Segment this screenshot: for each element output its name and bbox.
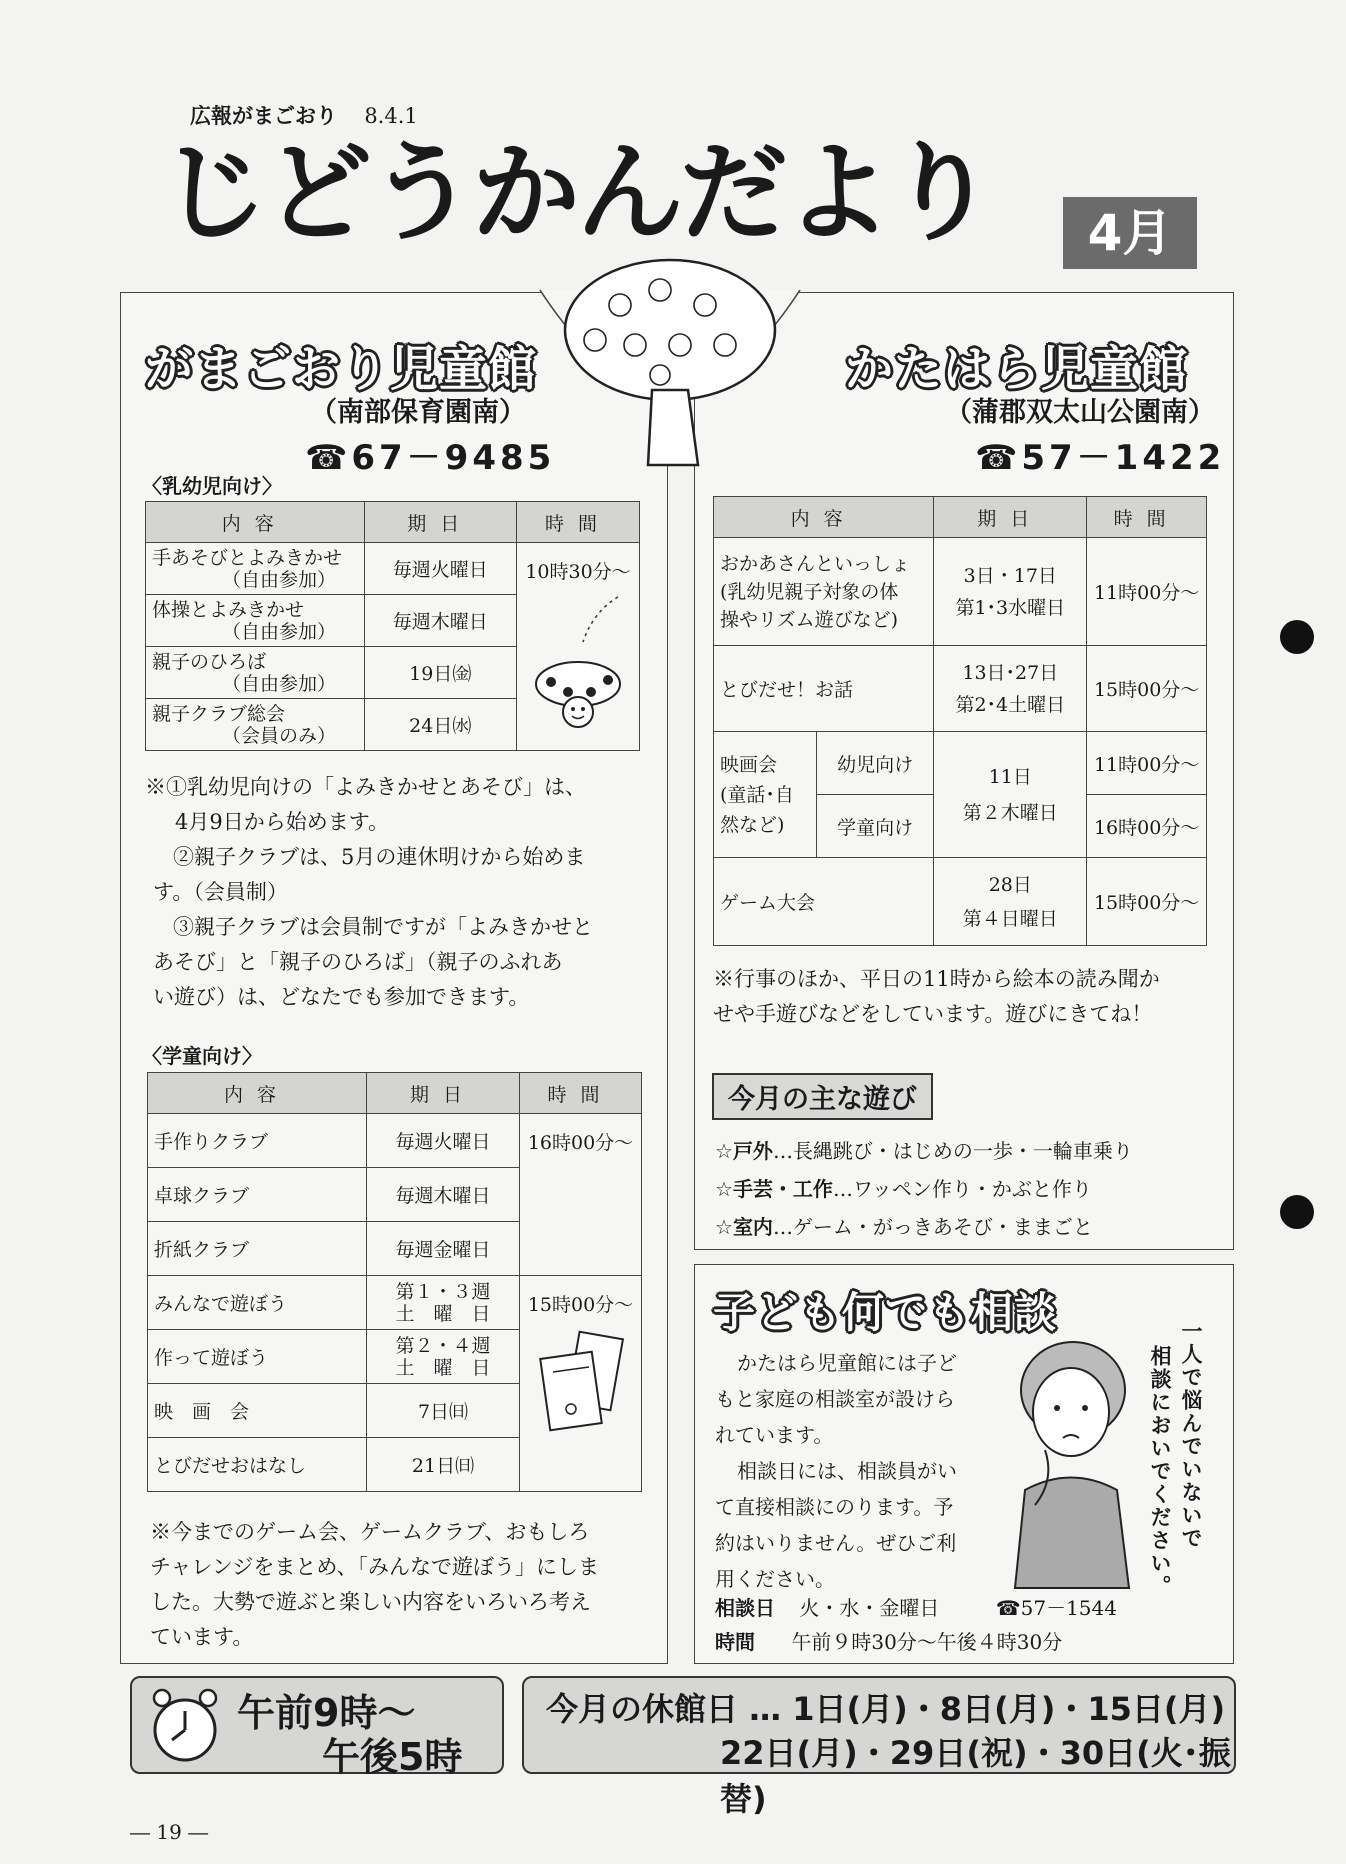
note-line: せや手遊びなどをしています。遊びにきてね！ bbox=[713, 1002, 1153, 1026]
event-name: とびだせおはなし bbox=[148, 1438, 367, 1492]
page-title: じどうかんだより bbox=[160, 131, 993, 256]
school-table bbox=[147, 1072, 642, 1492]
event-date: 毎週火曜日 bbox=[367, 1114, 520, 1168]
event-sub: 学童向け bbox=[817, 795, 934, 858]
table-row bbox=[714, 646, 1207, 732]
play-text: …長縄跳び・はじめの一歩・一輪車乗り bbox=[772, 1139, 1133, 1163]
consult-tel: ☎57－1544 bbox=[995, 1596, 1117, 1620]
body-line: れています。 bbox=[715, 1423, 834, 1447]
col-header: 内容 bbox=[714, 497, 934, 538]
col-header: 内容 bbox=[146, 502, 365, 543]
event-date: 19日㈮ bbox=[364, 647, 516, 699]
event-time: 11時00分～ bbox=[1087, 538, 1207, 646]
event-date: 11日 bbox=[988, 765, 1032, 788]
event-name: 体操とよみきかせ bbox=[152, 598, 305, 621]
event-name: とびだせ！お話 bbox=[714, 646, 934, 732]
table-row bbox=[146, 543, 640, 595]
gamagori-location: （南部保育園南） bbox=[310, 397, 526, 428]
event-date: 第２木曜日 bbox=[962, 801, 1058, 824]
note-line: ※①乳幼児向けの「よみきかせとあそび」は、 bbox=[145, 775, 586, 799]
event-sub: （自由参加） bbox=[222, 672, 337, 695]
publication-date: 8.4.1 bbox=[364, 104, 418, 128]
body-line: 用ください。 bbox=[715, 1567, 835, 1591]
closed-days-box bbox=[522, 1676, 1236, 1818]
gamagori-tel: ☎67－9485 bbox=[305, 438, 556, 478]
event-date: 第１・３週 bbox=[395, 1280, 491, 1303]
consult-time: 午前９時30分～午後４時30分 bbox=[791, 1630, 1063, 1654]
event-date: 第2･4土曜日 bbox=[955, 693, 1066, 716]
event-date: 土 曜 日 bbox=[395, 1356, 491, 1379]
katahara-location: （蒲郡双太山公園南） bbox=[945, 397, 1215, 428]
col-header: 期日 bbox=[364, 502, 516, 543]
page-number: ― 19 ― bbox=[130, 1820, 209, 1844]
alarm-clock-icon bbox=[144, 1684, 226, 1766]
event-sub: 幼児向け bbox=[817, 732, 934, 795]
col-header: 時間 bbox=[520, 1073, 642, 1114]
event-name: 卓球クラブ bbox=[148, 1168, 367, 1222]
event-date: 毎週金曜日 bbox=[367, 1222, 520, 1276]
cherry-tree-illustration bbox=[520, 250, 820, 480]
event-date: 7日㈰ bbox=[367, 1384, 520, 1438]
note-line: チャレンジをまとめ、「みんなで遊ぼう」にしま bbox=[150, 1555, 599, 1579]
note-line: す。（会員制） bbox=[153, 880, 288, 904]
katahara-tel: ☎57－1422 bbox=[975, 438, 1226, 478]
event-date: 24日㈬ bbox=[364, 699, 516, 751]
event-date: 3日・17日 bbox=[963, 564, 1057, 587]
katahara-table bbox=[713, 496, 1207, 946]
event-time: 15時00分～ bbox=[527, 1294, 634, 1316]
note-line: ③親子クラブは会員制ですが「よみきかせと bbox=[173, 915, 593, 939]
event-name: 映画会 bbox=[720, 753, 778, 776]
event-name: 折紙クラブ bbox=[148, 1222, 367, 1276]
event-time: 16時00分～ bbox=[1087, 795, 1207, 858]
gamagori-name: がまごおり児童館 bbox=[145, 341, 538, 397]
body-line: て直接相談にのります。予 bbox=[715, 1495, 954, 1519]
play-item: ☆室内…ゲーム・がっきあそび・ままごと bbox=[715, 1215, 1093, 1239]
event-name: (乳幼児親子対象の体 bbox=[720, 580, 899, 603]
worried-mother-illustration bbox=[1005, 1330, 1135, 1590]
play-item: ☆戸外…長縄跳び・はじめの一歩・一輪車乗り bbox=[715, 1139, 1133, 1163]
month-badge: 4月 bbox=[1063, 197, 1197, 269]
event-date: 第1･3水曜日 bbox=[955, 596, 1066, 619]
note-line: あそび」と「親子のひろば」（親子のふれあ bbox=[153, 950, 563, 974]
closed-days-line2: 22日(月)・29日(祝)・30日(火･振替) bbox=[720, 1734, 1231, 1818]
school-label: 〈学童向け〉 bbox=[142, 1044, 262, 1068]
col-header: 内容 bbox=[148, 1073, 367, 1114]
note-line: ています。 bbox=[150, 1625, 254, 1649]
punch-hole bbox=[1280, 620, 1314, 654]
table-row bbox=[714, 538, 1207, 646]
consult-day-label: 相談日 bbox=[715, 1596, 775, 1620]
event-name: (童話･自 bbox=[720, 783, 794, 806]
school-notes bbox=[150, 1515, 660, 1655]
event-name: 親子のひろば bbox=[152, 650, 267, 673]
note-line: ※今までのゲーム会、ゲームクラブ、おもしろ bbox=[150, 1520, 590, 1544]
publication-header bbox=[190, 100, 418, 130]
consult-hours bbox=[715, 1626, 1062, 1655]
play-item: ☆手芸・工作…ワッペン作り・かぶと作り bbox=[715, 1177, 1092, 1201]
event-name: 親子クラブ総会 bbox=[152, 702, 286, 725]
infant-label: 〈乳幼児向け〉 bbox=[142, 474, 282, 498]
table-row bbox=[714, 858, 1207, 946]
body-line: もと家庭の相談室が設けら bbox=[715, 1387, 955, 1411]
event-name: ゲーム大会 bbox=[714, 858, 934, 946]
katahara-name: かたはら児童館 bbox=[845, 341, 1189, 397]
body-line: 相談日には、相談員がい bbox=[737, 1459, 957, 1483]
consult-time-label: 時間 bbox=[715, 1630, 755, 1654]
event-date: 毎週木曜日 bbox=[367, 1168, 520, 1222]
consult-body bbox=[715, 1345, 1015, 1597]
col-header: 時間 bbox=[517, 502, 640, 543]
event-name: 作って遊ぼう bbox=[148, 1330, 367, 1384]
event-time: 15時00分～ bbox=[1087, 646, 1207, 732]
event-date: 第２・４週 bbox=[395, 1334, 491, 1357]
play-text: …ゲーム・がっきあそび・ままごと bbox=[772, 1215, 1093, 1239]
books-icon bbox=[531, 1327, 631, 1437]
body-line: かたはら児童館には子ど bbox=[737, 1351, 957, 1375]
event-date: 28日 bbox=[988, 873, 1032, 896]
event-time: 15時00分～ bbox=[1087, 858, 1207, 946]
play-title: 今月の主な遊び bbox=[712, 1073, 933, 1120]
infant-table bbox=[145, 501, 640, 751]
event-name: 手あそびとよみきかせ bbox=[152, 546, 343, 569]
punch-hole bbox=[1280, 1195, 1314, 1229]
event-sub: （自由参加） bbox=[222, 568, 337, 591]
event-date: 毎週火曜日 bbox=[364, 543, 516, 595]
note-line: い遊び）は、どなたでも参加できます。 bbox=[153, 985, 530, 1009]
event-date: 21日㈰ bbox=[367, 1438, 520, 1492]
consult-vertical-a: 一人で悩んでいないで bbox=[1179, 1320, 1203, 1550]
note-line: ②親子クラブは、5月の連休明けから始めま bbox=[173, 845, 586, 869]
infant-notes bbox=[145, 770, 655, 1015]
event-sub: （会員のみ） bbox=[222, 724, 337, 747]
event-time: 16時00分～ bbox=[520, 1114, 642, 1276]
katahara-notes bbox=[713, 962, 1223, 1032]
body-line: 約はいりません。ぜひご利 bbox=[715, 1531, 957, 1555]
consult-days: 火・水・金曜日 bbox=[799, 1596, 940, 1620]
event-time: 11時00分～ bbox=[1087, 732, 1207, 795]
note-line: した。大勢で遊ぶと楽しい内容をいろいろ考え bbox=[150, 1590, 591, 1614]
table-row bbox=[148, 1276, 642, 1330]
col-header: 期日 bbox=[367, 1073, 520, 1114]
event-time: 10時30分～ bbox=[525, 561, 631, 583]
play-label: 戸外 bbox=[732, 1139, 773, 1163]
event-name: 映 画 会 bbox=[148, 1384, 367, 1438]
event-name: 手作りクラブ bbox=[148, 1114, 367, 1168]
consult-schedule bbox=[715, 1592, 1117, 1621]
event-date: 第４日曜日 bbox=[962, 907, 1058, 930]
table-row bbox=[148, 1114, 642, 1168]
event-date: 土 曜 日 bbox=[395, 1302, 491, 1325]
event-sub: （自由参加） bbox=[222, 620, 337, 643]
play-list bbox=[715, 1132, 1133, 1246]
opening-hours-box bbox=[130, 1676, 504, 1779]
event-name: 然など) bbox=[720, 813, 785, 836]
closed-days-line1: 今月の休館日 … 1日(月)・8日(月)・15日(月) bbox=[546, 1690, 1226, 1728]
hours-open: 午前9時～ bbox=[237, 1691, 416, 1735]
event-name: みんなで遊ぼう bbox=[148, 1276, 367, 1330]
event-date: 13日･27日 bbox=[962, 661, 1059, 684]
play-label: 室内 bbox=[732, 1215, 773, 1239]
ladybug-icon bbox=[523, 592, 633, 732]
consult-vertical-b: 相談においでください。 bbox=[1148, 1345, 1172, 1598]
note-line: ※行事のほか、平日の11時から絵本の読み聞か bbox=[713, 967, 1160, 991]
consult-title: 子ども何でも相談 bbox=[713, 1288, 1058, 1337]
event-name: おかあさんといっしょ bbox=[720, 552, 911, 575]
col-header: 時間 bbox=[1087, 497, 1207, 538]
play-text: …ワッペン作り・かぶと作り bbox=[832, 1177, 1092, 1201]
hours-close: 午後5時 bbox=[322, 1735, 463, 1779]
note-line: 4月9日から始めます。 bbox=[175, 810, 390, 834]
publication-name: 広報がまごおり bbox=[190, 104, 337, 128]
col-header: 期日 bbox=[934, 497, 1087, 538]
event-name: 操やリズム遊びなど) bbox=[720, 608, 899, 631]
event-date: 毎週木曜日 bbox=[364, 595, 516, 647]
play-label: 手芸・工作 bbox=[732, 1177, 833, 1201]
table-row bbox=[714, 732, 1207, 795]
